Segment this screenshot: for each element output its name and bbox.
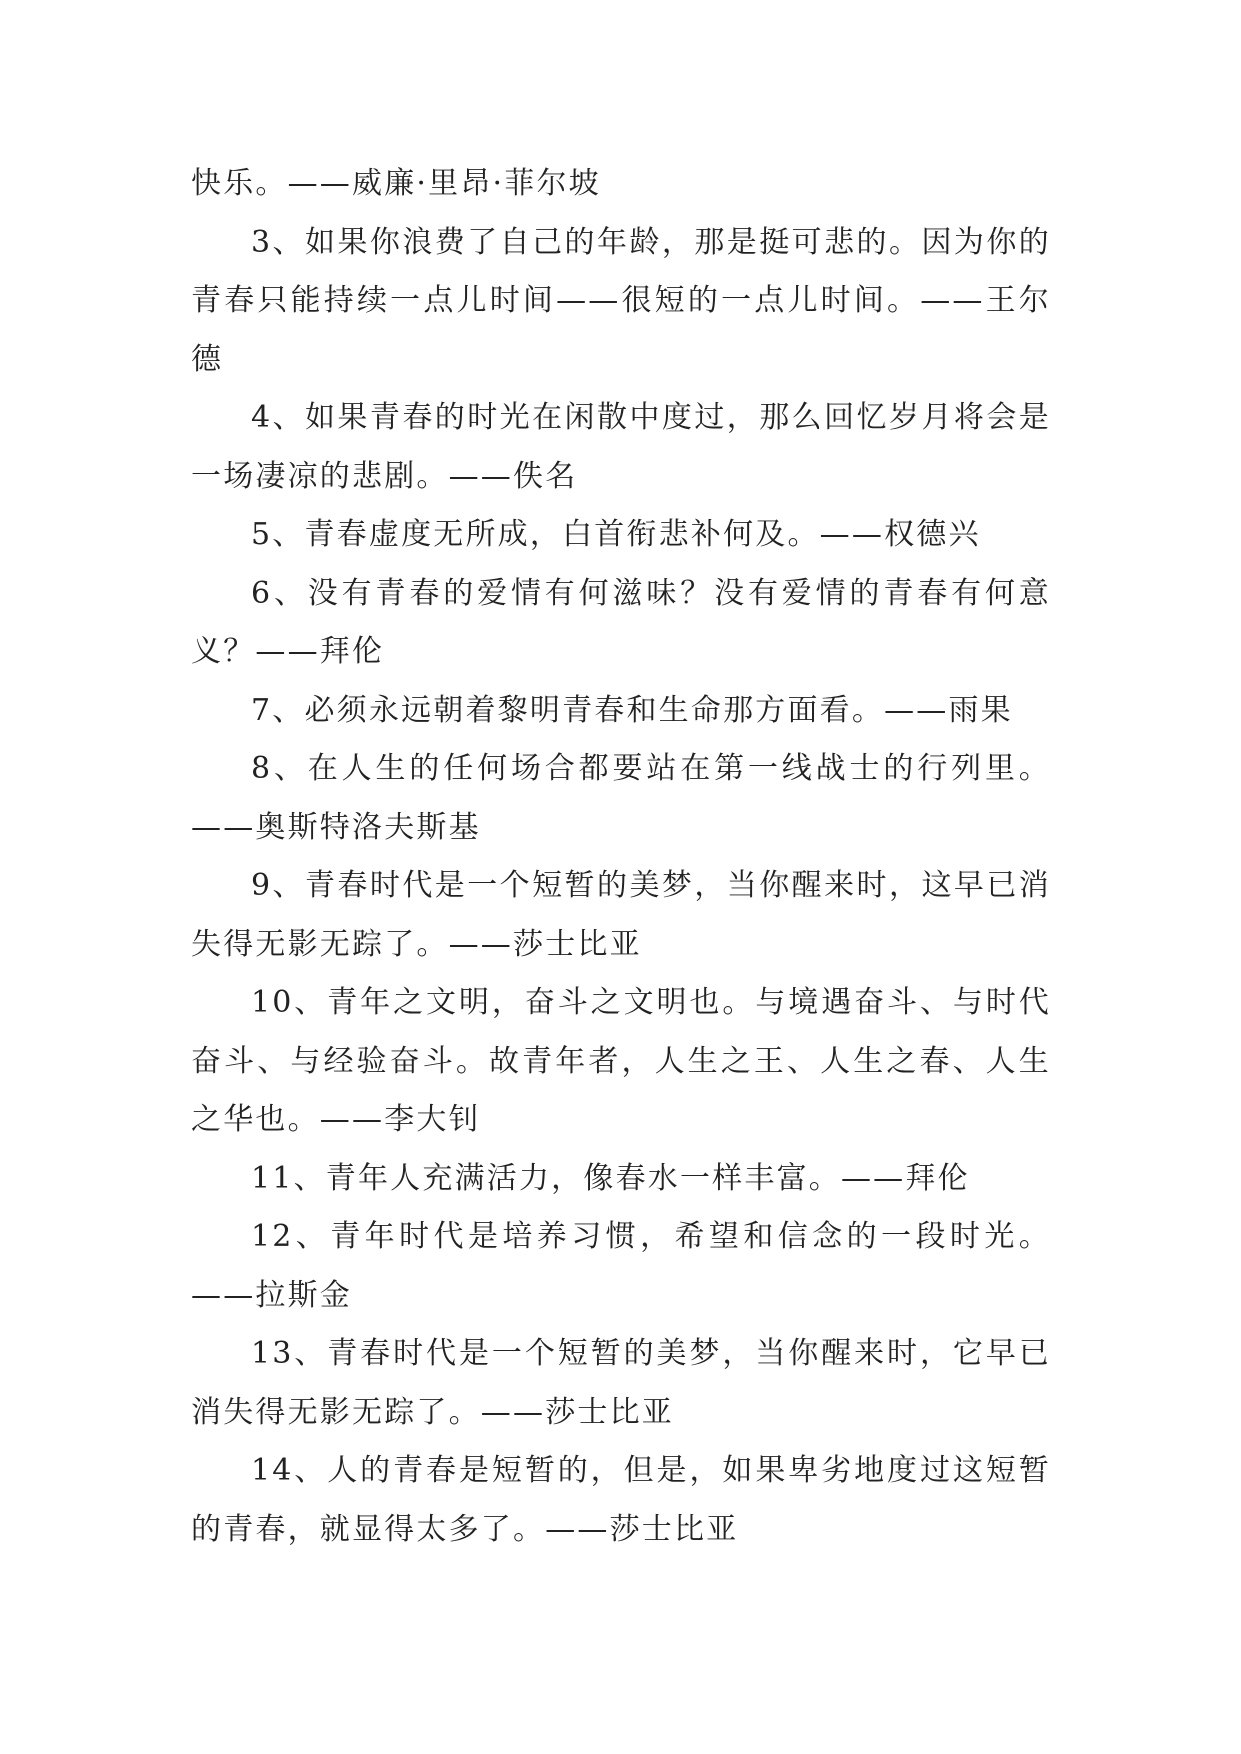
document-body <box>191 155 1051 1559</box>
quote-3: 3、如果你浪费了自己的年龄，那是挺可悲的。因为你的青春只能持续一点儿时间——很短的一点儿时间。——王尔德 <box>191 224 1051 377</box>
quote-11: 11、青年人充满活力，像春水一样丰富。——拜伦 <box>251 1160 970 1196</box>
quote-10: 10、青年之文明，奋斗之文明也。与境遇奋斗、与时代奋斗、与经验奋斗。故青年者，人生之王、人生之春、人生之华也。——李大钊 <box>191 985 1051 1137</box>
paragraph-continuation: 快乐。——威廉·里昂·菲尔坡 <box>191 166 601 201</box>
quote-6: 6、没有青春的爱情有何滋味？没有爱情的青春有何意义？——拜伦 <box>191 575 1051 669</box>
quote-14: 14、人的青春是短暂的，但是，如果卑劣地度过这短暂的青春，就显得太多了。——莎士比亚 <box>191 1453 1051 1547</box>
quote-8: 8、在人生的任何场合都要站在第一线战士的行列里。——奥斯特洛夫斯基 <box>191 751 1051 845</box>
quote-12: 12、青年时代是培养习惯，希望和信念的一段时光。——拉斯金 <box>191 1219 1051 1313</box>
quote-9: 9、青春时代是一个短暂的美梦，当你醒来时，这早已消失得无影无踪了。——莎士比亚 <box>191 868 1051 962</box>
quote-5: 5、青春虚度无所成，白首衔悲补何及。——权德兴 <box>251 517 981 552</box>
quote-13: 13、青春时代是一个短暂的美梦，当你醒来时，它早已消失得无影无踪了。——莎士比亚 <box>191 1336 1051 1430</box>
quote-4: 4、如果青春的时光在闲散中度过，那么回忆岁月将会是一场凄凉的悲剧。——佚名 <box>191 400 1051 494</box>
quote-7: 7、必须永远朝着黎明青春和生命那方面看。——雨果 <box>251 692 1013 728</box>
